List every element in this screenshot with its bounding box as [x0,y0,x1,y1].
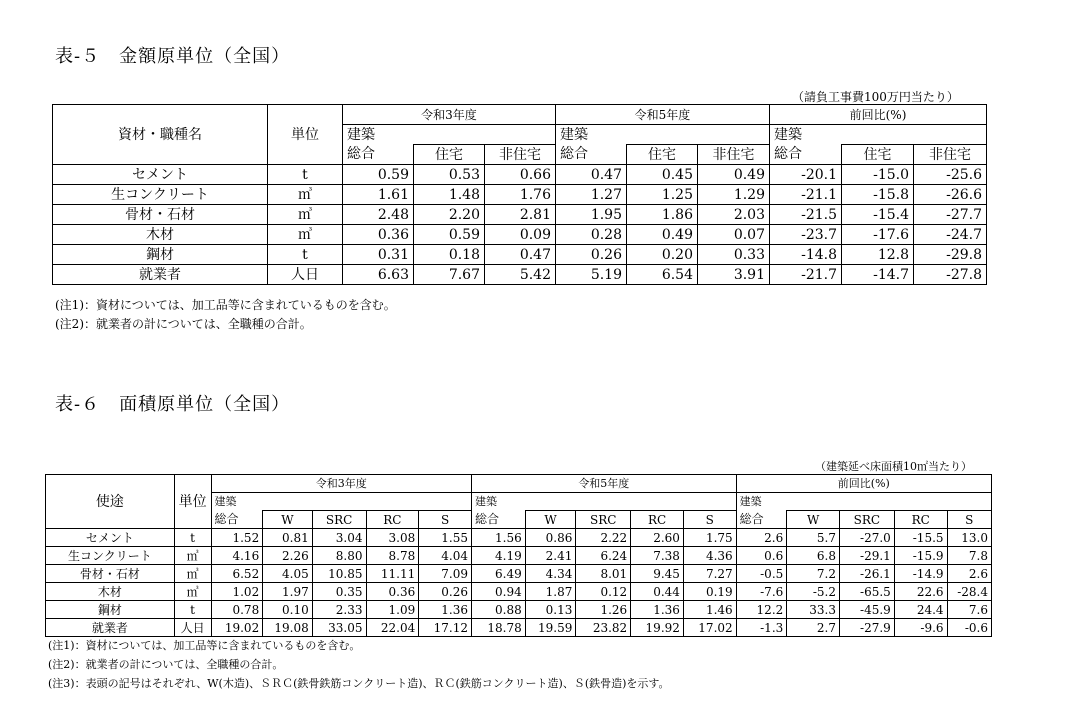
cell-value: 2.6 [736,529,787,547]
table6-group-r5: 令和5年度 [471,475,736,493]
cell-value: 17.02 [683,619,736,637]
cell-value: 1.09 [366,601,419,619]
cell-value: 0.36 [366,583,419,601]
cell-value: 1.97 [263,583,313,601]
cell-value: -27.8 [914,265,987,285]
table6 [45,474,992,637]
table5-sub-kenchiku: 建築 [770,125,987,145]
table5 [52,104,987,285]
row-label: 木材 [46,583,175,601]
cell-value: -25.6 [914,165,987,185]
cell-value: 4.34 [525,565,576,583]
table5-col-house: 住宅 [627,145,698,165]
cell-value: -26.1 [839,565,894,583]
row-unit: 人日 [268,265,343,285]
cell-value: 0.18 [414,245,485,265]
cell-value: 7.38 [631,547,684,565]
table5-col-house: 住宅 [842,145,914,165]
table-row [46,565,992,583]
cell-value: -0.6 [947,619,991,637]
row-unit: t [268,165,343,185]
cell-value: 0.86 [525,529,576,547]
table6-col-s: S [947,511,991,529]
cell-value: -15.0 [842,165,914,185]
cell-value: -21.1 [770,185,842,205]
cell-value: 10.85 [312,565,366,583]
cell-value: 0.09 [485,225,556,245]
table5-title: 表-５ 金額原単位（全国） [55,46,291,67]
table-row [53,205,987,225]
row-unit: ㎥ [174,565,211,583]
cell-value: 12.2 [736,601,787,619]
row-label: セメント [46,529,175,547]
table5-group-r5: 令和5年度 [556,105,770,125]
row-unit: ㎥ [268,205,343,225]
cell-value: 22.04 [366,619,419,637]
cell-value: 1.86 [627,205,698,225]
cell-value: 3.08 [366,529,419,547]
cell-value: 12.8 [842,245,914,265]
table6-note-2: (注2)：就業者の計については、全職種の合計。 [48,658,284,671]
cell-value: 7.09 [419,565,472,583]
cell-value: 0.35 [312,583,366,601]
cell-value: 1.27 [556,185,627,205]
row-label: 生コンクリート [53,185,268,205]
cell-value: 6.49 [471,565,525,583]
cell-value: 6.24 [576,547,631,565]
table6-head-item: 使途 [46,475,175,529]
cell-value: 7.67 [414,265,485,285]
table6-title: 表-６ 面積原単位（全国） [55,394,291,415]
table5-col-house: 住宅 [414,145,485,165]
table-row [53,245,987,265]
row-unit: ㎥ [174,547,211,565]
table6-col-w: W [525,511,576,529]
cell-value: 2.41 [525,547,576,565]
table6-sub-kenchiku: 建築 [211,493,471,511]
table-row [46,547,992,565]
cell-value: 2.33 [312,601,366,619]
table6-group-ratio: 前回比(%) [736,475,991,493]
cell-value: 17.12 [419,619,472,637]
cell-value: 0.47 [485,245,556,265]
row-label: 骨材・石材 [53,205,268,225]
cell-value: 33.05 [312,619,366,637]
cell-value: -45.9 [839,601,894,619]
cell-value: 0.13 [525,601,576,619]
table5-group-ratio: 前回比(%) [770,105,987,125]
cell-value: 0.6 [736,547,787,565]
cell-value: 2.7 [787,619,840,637]
cell-value: 0.10 [263,601,313,619]
cell-value: 18.78 [471,619,525,637]
cell-value: 33.3 [787,601,840,619]
cell-value: 4.04 [419,547,472,565]
cell-value: 7.2 [787,565,840,583]
cell-value: -5.2 [787,583,840,601]
cell-value: -65.5 [839,583,894,601]
cell-value: 0.19 [683,583,736,601]
table6-col-s: S [683,511,736,529]
cell-value: -29.8 [914,245,987,265]
cell-value: 0.45 [627,165,698,185]
cell-value: 6.54 [627,265,698,285]
table6-unit-note: （建築延べ床面積10㎡当たり） [815,460,972,473]
cell-value: 13.0 [947,529,991,547]
cell-value: -7.6 [736,583,787,601]
row-label: 木材 [53,225,268,245]
cell-value: 7.6 [947,601,991,619]
row-unit: t [174,601,211,619]
table-row [53,265,987,285]
row-label: 生コンクリート [46,547,175,565]
table5-col-nonhouse: 非住宅 [485,145,556,165]
cell-value: -0.5 [736,565,787,583]
cell-value: 0.26 [419,583,472,601]
cell-value: -9.6 [894,619,947,637]
cell-value: 1.46 [683,601,736,619]
cell-value: 3.04 [312,529,366,547]
cell-value: -26.6 [914,185,987,205]
cell-value: 11.11 [366,565,419,583]
cell-value: 0.20 [627,245,698,265]
table6-col-src: SRC [839,511,894,529]
table6-col-total: 総合 [211,511,263,529]
cell-value: 4.36 [683,547,736,565]
cell-value: 0.49 [627,225,698,245]
cell-value: -17.6 [842,225,914,245]
cell-value: 0.88 [471,601,525,619]
table6-note-1: (注1)：資材については、加工品等に含まれているものを含む。 [48,639,361,652]
cell-value: -23.7 [770,225,842,245]
table5-sub-kenchiku: 建築 [343,125,556,145]
cell-value: 0.07 [698,225,770,245]
cell-value: 19.08 [263,619,313,637]
cell-value: 0.44 [631,583,684,601]
table5-unit-note: （請負工事費100万円当たり） [792,90,959,104]
cell-value: 2.48 [343,205,414,225]
cell-value: 1.25 [627,185,698,205]
table-row [53,185,987,205]
cell-value: 0.49 [698,165,770,185]
cell-value: -21.7 [770,265,842,285]
table6-notes [48,636,670,693]
table5-note-1: (注1)：資材については、加工品等に含まれているものを含む。 [55,298,396,312]
cell-value: 2.22 [576,529,631,547]
cell-value: 5.7 [787,529,840,547]
table6-note-3: (注3)：表頭の記号はそれぞれ、W(木造)、ＳＲＣ(鉄骨鉄筋コンクリート造)、ＲＣ(鉄筋コンクリート造)、Ｓ(鉄骨造)を示す。 [48,677,670,690]
cell-value: 1.36 [419,601,472,619]
cell-value: 2.03 [698,205,770,225]
cell-value: 4.19 [471,547,525,565]
row-unit: ㎥ [174,583,211,601]
cell-value: -15.9 [894,547,947,565]
cell-value: 19.02 [211,619,263,637]
cell-value: 0.36 [343,225,414,245]
cell-value: 8.01 [576,565,631,583]
cell-value: 1.02 [211,583,263,601]
table-row [46,583,992,601]
row-unit: 人日 [174,619,211,637]
row-unit: t [268,245,343,265]
row-label: 就業者 [46,619,175,637]
cell-value: 1.75 [683,529,736,547]
cell-value: -20.1 [770,165,842,185]
cell-value: 1.55 [419,529,472,547]
cell-value: 4.05 [263,565,313,583]
cell-value: 1.56 [471,529,525,547]
row-unit: ㎥ [268,225,343,245]
cell-value: -28.4 [947,583,991,601]
table-row [53,225,987,245]
cell-value: 24.4 [894,601,947,619]
cell-value: 2.81 [485,205,556,225]
row-label: 骨材・石材 [46,565,175,583]
cell-value: -15.4 [842,205,914,225]
table-row [46,601,992,619]
table6-col-w: W [263,511,313,529]
table6-col-total: 総合 [471,511,525,529]
cell-value: 2.26 [263,547,313,565]
cell-value: 0.66 [485,165,556,185]
cell-value: -29.1 [839,547,894,565]
cell-value: 1.29 [698,185,770,205]
table6-col-rc: RC [894,511,947,529]
cell-value: 6.8 [787,547,840,565]
cell-value: 0.59 [343,165,414,185]
cell-value: -21.5 [770,205,842,225]
cell-value: 2.60 [631,529,684,547]
table5-group-r3: 令和3年度 [343,105,556,125]
cell-value: 1.26 [576,601,631,619]
cell-value: -14.8 [770,245,842,265]
cell-value: -27.0 [839,529,894,547]
cell-value: 2.20 [414,205,485,225]
table5-col-total: 総合 [556,145,627,165]
table6-sub-kenchiku: 建築 [736,493,991,511]
cell-value: 9.45 [631,565,684,583]
cell-value: 8.80 [312,547,366,565]
table6-sub-kenchiku: 建築 [471,493,736,511]
cell-value: 1.61 [343,185,414,205]
table6-col-w: W [787,511,840,529]
cell-value: 0.53 [414,165,485,185]
cell-value: 1.48 [414,185,485,205]
cell-value: 4.16 [211,547,263,565]
cell-value: 2.6 [947,565,991,583]
cell-value: -14.9 [894,565,947,583]
cell-value: 22.6 [894,583,947,601]
cell-value: -27.7 [914,205,987,225]
cell-value: 0.26 [556,245,627,265]
table5-col-nonhouse: 非住宅 [914,145,987,165]
table-row [46,529,992,547]
cell-value: 0.33 [698,245,770,265]
table5-col-total: 総合 [770,145,842,165]
cell-value: 6.52 [211,565,263,583]
table6-col-rc: RC [366,511,419,529]
cell-value: -1.3 [736,619,787,637]
cell-value: 1.76 [485,185,556,205]
cell-value: 0.28 [556,225,627,245]
table5-sub-kenchiku: 建築 [556,125,770,145]
table5-col-total: 総合 [343,145,414,165]
cell-value: 5.19 [556,265,627,285]
table6-col-s: S [419,511,472,529]
row-unit: t [174,529,211,547]
cell-value: 1.95 [556,205,627,225]
cell-value: 3.91 [698,265,770,285]
cell-value: 0.78 [211,601,263,619]
cell-value: 0.31 [343,245,414,265]
cell-value: 0.12 [576,583,631,601]
cell-value: 7.27 [683,565,736,583]
cell-value: -24.7 [914,225,987,245]
row-label: 鋼材 [46,601,175,619]
cell-value: 23.82 [576,619,631,637]
cell-value: 7.8 [947,547,991,565]
cell-value: -27.9 [839,619,894,637]
table5-col-nonhouse: 非住宅 [698,145,770,165]
table6-col-total: 総合 [736,511,787,529]
table6-col-src: SRC [312,511,366,529]
table5-notes [55,296,396,334]
cell-value: -15.5 [894,529,947,547]
table-row [46,619,992,637]
cell-value: 0.94 [471,583,525,601]
row-label: セメント [53,165,268,185]
table6-group-r3: 令和3年度 [211,475,471,493]
cell-value: 5.42 [485,265,556,285]
table6-col-src: SRC [576,511,631,529]
cell-value: 1.36 [631,601,684,619]
cell-value: 19.59 [525,619,576,637]
cell-value: -15.8 [842,185,914,205]
cell-value: 8.78 [366,547,419,565]
row-label: 鋼材 [53,245,268,265]
table5-head-item: 資材・職種名 [53,105,268,165]
cell-value: 1.52 [211,529,263,547]
table-row [53,165,987,185]
table5-note-2: (注2)：就業者の計については、全職種の合計。 [55,317,312,331]
table6-head-unit: 単位 [174,475,211,529]
table6-col-rc: RC [631,511,684,529]
cell-value: 6.63 [343,265,414,285]
cell-value: 0.81 [263,529,313,547]
row-unit: ㎥ [268,185,343,205]
table5-head-unit: 単位 [268,105,343,165]
row-label: 就業者 [53,265,268,285]
cell-value: 0.59 [414,225,485,245]
cell-value: 0.47 [556,165,627,185]
cell-value: -14.7 [842,265,914,285]
cell-value: 19.92 [631,619,684,637]
cell-value: 1.87 [525,583,576,601]
